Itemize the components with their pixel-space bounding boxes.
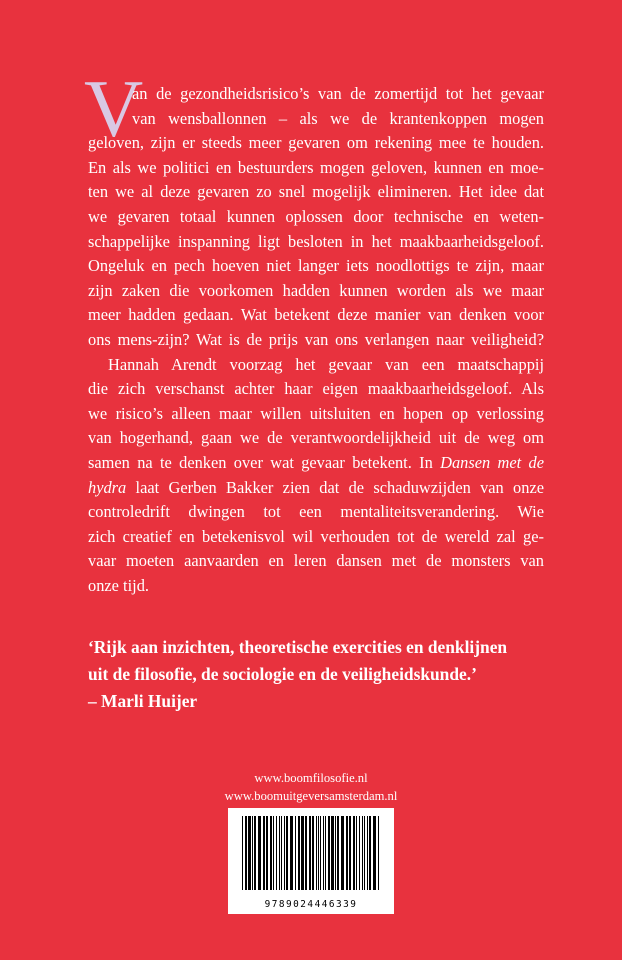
barcode-bar: [325, 816, 326, 890]
barcode-bar: [323, 816, 324, 890]
publisher-urls: [0, 769, 622, 805]
blurb-line: we risico’s alleen maar willen uitsluiten en hopen op verlossing: [88, 403, 544, 423]
barcode-bar: [364, 816, 365, 890]
blurb-line: En als we politici en bestuurders mogen geloven, kunnen en moe-: [88, 157, 544, 177]
quote-line: ‘Rijk aan inzichten, theoretische exercities en denklijnen: [88, 637, 508, 657]
barcode-bar: [328, 816, 330, 890]
blurb-line: die zich verschanst achter haar eigen maakbaarheidsgeloof. Als: [88, 379, 544, 399]
barcode-bar: [316, 816, 317, 890]
blurb-text-span: samen na te denken over wat gevaar betekent. In: [88, 452, 441, 472]
blurb-text: [88, 82, 544, 598]
barcode-bar: [373, 816, 376, 890]
barcode-bar: [353, 816, 355, 890]
barcode-bar: [369, 816, 371, 890]
blurb-line: Hannah Arendt voorzag het gevaar van een maatschappij: [108, 354, 544, 374]
url-boomfilosofie: www.boomfilosofie.nl: [254, 771, 368, 785]
barcode-bar: [309, 816, 311, 890]
book-title-italic: hydra: [88, 477, 127, 497]
barcode-number: 9789024446339: [264, 899, 358, 910]
blurb-line: geloven, zijn er steeds meer gevaren om rekening mee te houden.: [88, 133, 544, 153]
barcode-bar: [305, 816, 307, 890]
barcode-bar: [335, 816, 336, 890]
barcode-bar: [337, 816, 339, 890]
quote-attribution: – Marli Huijer: [88, 691, 198, 711]
barcode-bar: [367, 816, 368, 890]
blurb-line: controledrift dwingen tot een mentaliteitsverandering. Wie: [88, 502, 544, 522]
barcode-bar: [245, 816, 247, 890]
blurb-line: onze tijd.: [88, 575, 149, 595]
barcode-bar: [356, 816, 357, 890]
barcode-bar: [258, 816, 261, 890]
barcode-bar: [320, 816, 321, 890]
barcode-bar: [270, 816, 272, 890]
barcode-bars: [228, 808, 394, 900]
barcode-bar: [362, 816, 363, 890]
barcode-bar: [263, 816, 265, 890]
blurb-line: van wensballonnen – als we de krantenkoppen mogen: [132, 108, 544, 128]
blurb-line: ons mens-zijn? Wat is de prijs van ons verlangen naar veiligheid?: [88, 329, 544, 349]
drop-cap: V: [84, 63, 144, 154]
url-boomuitgevers: www.boomuitgeversamsterdam.nl: [224, 789, 398, 803]
barcode-bar: [252, 816, 253, 890]
isbn-barcode: [228, 808, 394, 914]
barcode-bar: [281, 816, 282, 890]
barcode-bar: [273, 816, 274, 890]
blurb-line: van hogerhand, gaan we de verantwoordelijkheid uit de weg om: [88, 428, 544, 448]
barcode-bar: [279, 816, 280, 890]
barcode-bar: [349, 816, 351, 890]
blurb-line: an de gezondheidsrisico’s van de zomertijd tot het gevaar: [132, 84, 544, 103]
barcode-bar: [331, 816, 334, 890]
blurb-line: zich creatief en betekenisvol wil verhouden tot de wereld zal ge-: [88, 526, 544, 546]
quote-line: uit de filosofie, de sociologie en de veiligheidskunde.’: [88, 664, 477, 684]
blurb-line: ten we al deze gevaren zo snel mogelijk elimineren. Het idee dat: [88, 182, 544, 202]
blurb-line: [88, 451, 544, 476]
blurb-line: vaar moeten aanvaarden en leren dansen met de monsters van: [88, 551, 544, 571]
blurb-line: meer hadden gedaan. Wat betekent deze manier van denken voor: [88, 305, 544, 325]
barcode-bar: [295, 816, 296, 890]
barcode-bar: [248, 816, 251, 890]
barcode-bar: [284, 816, 285, 890]
barcode-bar: [242, 816, 243, 890]
book-title-italic: Dansen met de: [440, 452, 544, 472]
blurb-line: [88, 476, 544, 501]
blurb-text-span: laat Gerben Bakker zien dat de schaduwzijden van onze: [126, 477, 544, 497]
blurb-line: Ongeluk en pech hoeven niet langer iets noodlottigs te zijn, maar: [88, 256, 544, 276]
barcode-bar: [346, 816, 348, 890]
blurb-line: zijn zaken die voorkomen hadden kunnen worden als we maar: [88, 280, 544, 300]
barcode-bar: [318, 816, 319, 890]
review-quote: [88, 634, 558, 715]
barcode-bar: [341, 816, 344, 890]
barcode-bar: [378, 816, 379, 890]
blurb-line: schappelijke inspanning ligt besloten in het maakbaarheidsgeloof.: [88, 231, 544, 251]
barcode-bar: [254, 816, 256, 890]
barcode-bar: [290, 816, 293, 890]
barcode-bar: [312, 816, 314, 890]
barcode-bar: [266, 816, 268, 890]
barcode-bar: [276, 816, 277, 890]
blurb-line: we gevaren totaal kunnen oplossen door technische en weten-: [88, 206, 544, 226]
barcode-bar: [301, 816, 304, 890]
barcode-bar: [298, 816, 300, 890]
barcode-bar: [286, 816, 288, 890]
barcode-bar: [359, 816, 360, 890]
